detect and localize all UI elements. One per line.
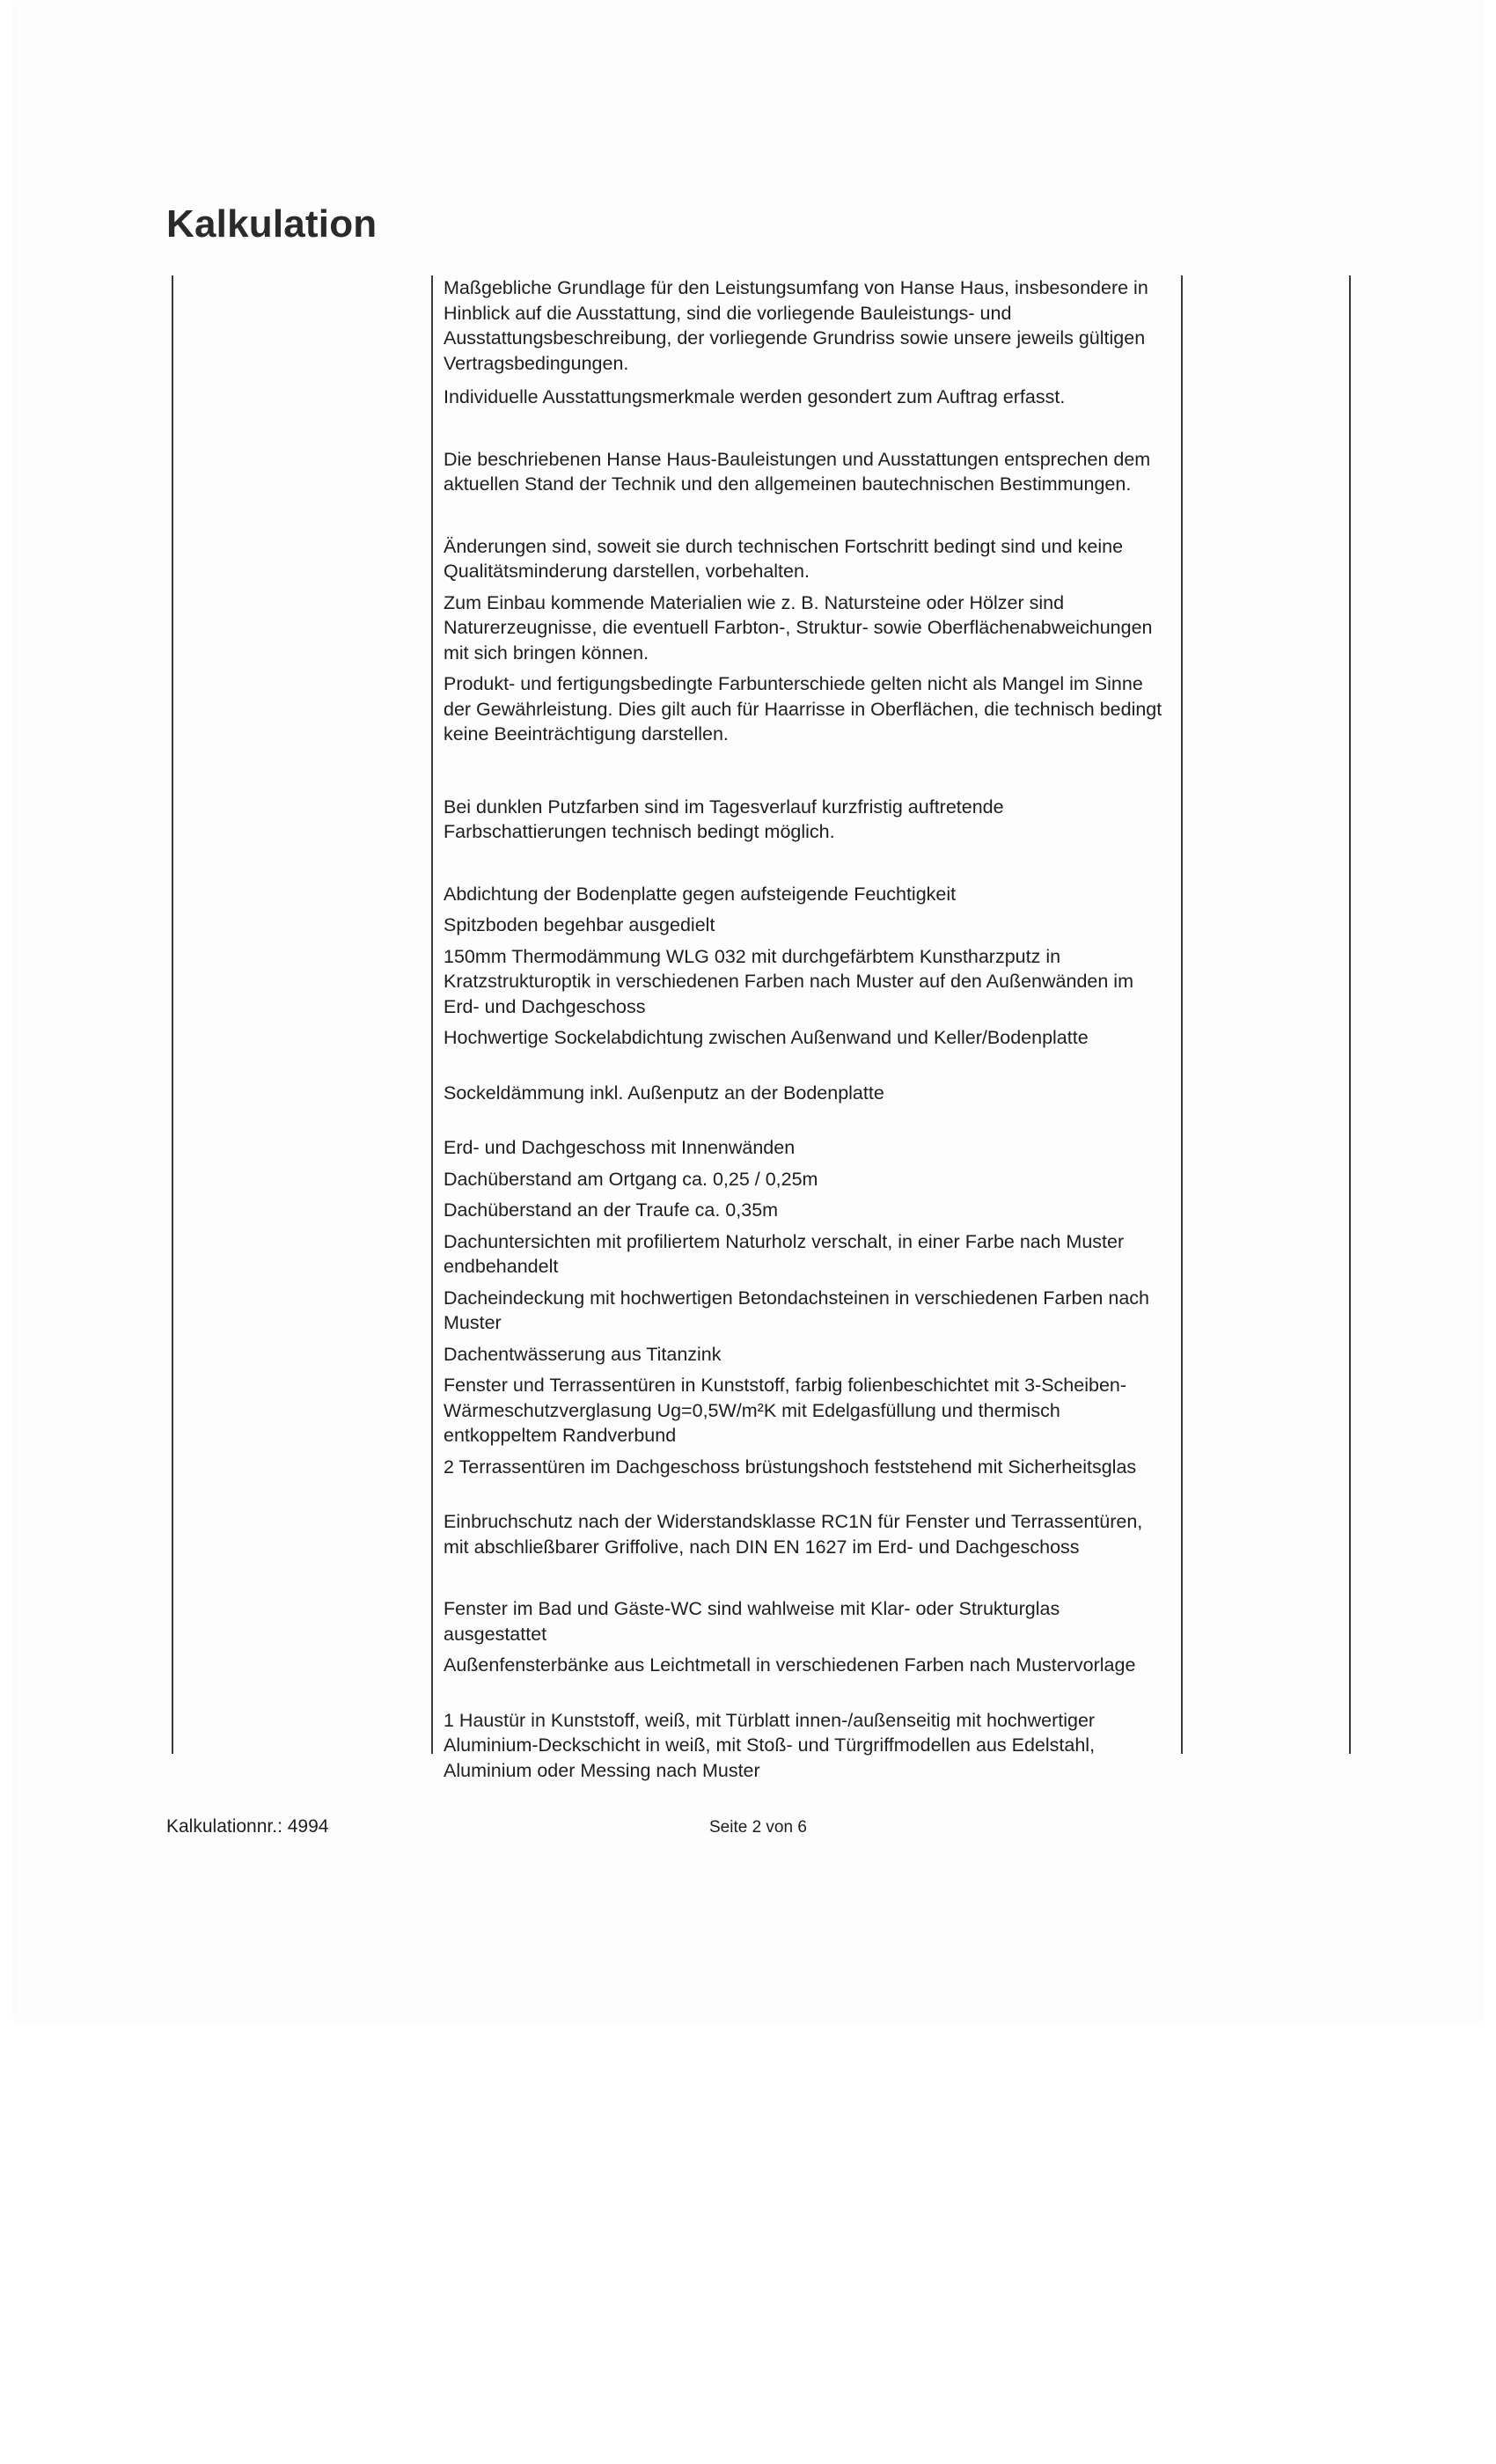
description-column [444, 275, 1176, 1783]
item-attic-floor: Spitzboden begehbar ausgedielt [444, 914, 715, 935]
paragraph-color-differences: Produkt- und fertigungsbedingte Farbunterschiede gelten nicht als Mangel im Sinne der Gewährleistung. Dies gilt auch für Haarrisse in Oberflächen, die technisch bedingt keine Beeinträchtigung darstellen. [444, 673, 1162, 744]
item-base-insulation: Sockeldämmung inkl. Außenputz an der Bodenplatte [444, 1082, 884, 1104]
paragraph-basis: Maßgebliche Grundlage für den Leistungsumfang von Hanse Haus, insbesondere in Hinblick auf die Ausstattung, sind die vorliegende Bauleistungs- und Ausstattungsbeschreibung, der vorliegende Grundriss sowie unsere jeweils gültigen Vertragsbedingungen. [444, 277, 1148, 374]
page-title: Kalkulation [166, 202, 378, 246]
item-burglary-protection: Einbruchschutz nach der Widerstandsklasse RC1N für Fenster und Terrassentüren, mit abschließbarer Griffolive, nach DIN EN 1627 im Erd- und Dachgeschoss [444, 1511, 1143, 1558]
item-eaves-overhang: Dachüberstand an der Traufe ca. 0,35m [444, 1199, 779, 1221]
item-terrace-doors: 2 Terrassentüren im Dachgeschoss brüstungshoch feststehend mit Sicherheitsglas [444, 1456, 1137, 1478]
paragraph-individual-features: Individuelle Ausstattungsmerkmale werden gesondert zum Auftrag erfasst. [444, 386, 1066, 407]
paragraph-state-of-art: Die beschriebenen Hanse Haus-Bauleistungen und Ausstattungen entsprechen dem aktuellen Stand der Technik und den allgemeinen bautechnischen Bestimmungen. [444, 448, 1151, 495]
item-front-door: 1 Haustür in Kunststoff, weiß, mit Türblatt innen-/außenseitig mit hochwertiger Aluminium-Deckschicht in weiß, mit Stoß- und Türgriffmodellen aus Edelstahl, Aluminium oder Messing nach Muster [444, 1709, 1096, 1781]
item-base-sealing: Hochwertige Sockelabdichtung zwischen Außenwand und Keller/Bodenplatte [444, 1027, 1089, 1048]
table-column-divider-right [1181, 275, 1183, 1754]
item-floor-slab-sealing: Abdichtung der Bodenplatte gegen aufsteigende Feuchtigkeit [444, 883, 957, 905]
page-number: Seite 2 von 6 [709, 1818, 807, 1837]
paragraph-plaster-colors: Bei dunklen Putzfarben sind im Tagesverlauf kurzfristig auftretende Farbschattierungen technisch bedingt möglich. [444, 796, 1004, 842]
item-soffits: Dachuntersichten mit profiliertem Naturholz verschalt, in einer Farbe nach Muster endbehandelt [444, 1230, 1125, 1277]
item-bathroom-glass: Fenster im Bad und Gäste-WC sind wahlweise mit Klar- oder Strukturglas ausgestattet [444, 1598, 1060, 1645]
item-windows: Fenster und Terrassentüren in Kunststoff, farbig folienbeschichtet mit 3-Scheiben- Wärmeschutzverglasung Ug=0,5W/m²K mit Edelgasfüllung und thermisch entkoppeltem Randverbund [444, 1375, 1127, 1446]
paragraph-changes: Änderungen sind, soweit sie durch technischen Fortschritt bedingt sind und keine Qualitätsminderung darstellen, vorbehalten. [444, 535, 1124, 582]
item-gable-overhang: Dachüberstand am Ortgang ca. 0,25 / 0,25m [444, 1168, 818, 1190]
table-column-divider-left [431, 275, 433, 1754]
item-roof-covering: Dacheindeckung mit hochwertigen Betondachsteinen in verschiedenen Farben nach Muster [444, 1287, 1149, 1333]
item-roof-drainage: Dachentwässerung aus Titanzink [444, 1343, 722, 1365]
table-border-left [172, 275, 173, 1754]
item-window-sills: Außenfensterbänke aus Leichtmetall in verschiedenen Farben nach Mustervorlage [444, 1654, 1136, 1676]
calculation-number: Kalkulationnr.: 4994 [166, 1816, 329, 1837]
item-interior-walls: Erd- und Dachgeschoss mit Innenwänden [444, 1137, 796, 1158]
document-page [16, 0, 1480, 2020]
table-border-right [1349, 275, 1351, 1754]
item-thermal-insulation: 150mm Thermodämmung WLG 032 mit durchgefärbtem Kunstharzputz in Kratzstrukturoptik in verschiedenen Farben nach Muster auf den Außenwänden im Erd- und Dachgeschoss [444, 945, 1133, 1017]
paragraph-natural-materials: Zum Einbau kommende Materialien wie z. B. Natursteine oder Hölzer sind Naturerzeugnisse, die eventuell Farbton-, Struktur- sowie Oberflächenabweichungen mit sich bringen können. [444, 591, 1153, 664]
